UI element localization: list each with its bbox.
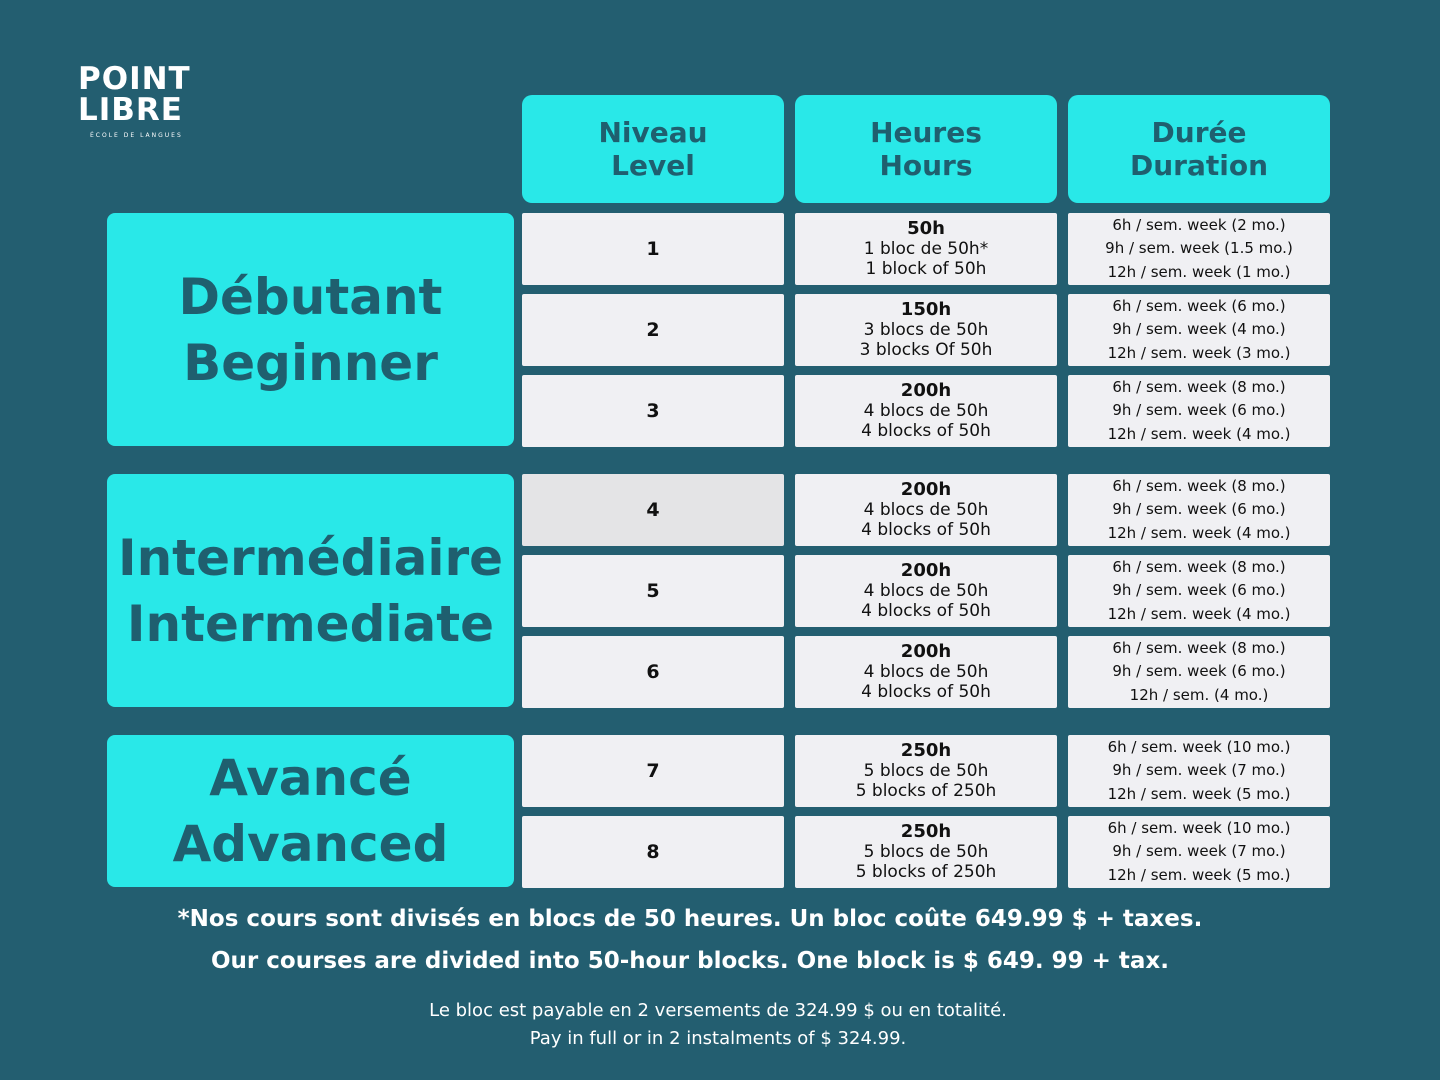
- logo-tagline: ÉCOLE DE LANGUES: [90, 132, 183, 139]
- duration-9h: 9h / sem. week (6 mo.): [1112, 581, 1286, 600]
- hours-fr: 4 blocs de 50h: [863, 662, 989, 682]
- hours-en: 4 blocks of 50h: [861, 421, 991, 441]
- header-level-en: Level: [611, 149, 695, 182]
- header-duration: [1068, 95, 1330, 203]
- duration-9h: 9h / sem. week (6 mo.): [1112, 401, 1286, 420]
- duration-cell: [1068, 474, 1330, 546]
- level-cell: 7: [522, 735, 784, 807]
- hours-fr: 1 bloc de 50h*: [863, 239, 989, 259]
- category-intermediate: [107, 474, 514, 707]
- category-advanced: [107, 735, 514, 887]
- duration-6h: 6h / sem. week (8 mo.): [1112, 476, 1286, 495]
- duration-6h: 6h / sem. week (6 mo.): [1112, 296, 1286, 315]
- header-level-fr: Niveau: [598, 116, 708, 149]
- level-cell: 5: [522, 555, 784, 627]
- duration-9h: 9h / sem. week (6 mo.): [1112, 500, 1286, 519]
- logo: [78, 61, 202, 139]
- duration-cell: [1068, 555, 1330, 627]
- duration-6h: 6h / sem. week (10 mo.): [1107, 737, 1291, 756]
- note-en: Our courses are divided into 50-hour blocks. One block is $ 649. 99 + tax.: [210, 948, 1169, 974]
- hours-cell: [795, 294, 1057, 366]
- duration-9h: 9h / sem. week (6 mo.): [1112, 662, 1286, 681]
- hours-total: 150h: [900, 299, 952, 320]
- hours-en: 1 block of 50h: [865, 259, 987, 279]
- category-beginner-en: Beginner: [183, 333, 438, 392]
- header-duration-en: Duration: [1129, 149, 1269, 182]
- duration-cell: [1068, 294, 1330, 366]
- hours-fr: 5 blocs de 50h: [863, 761, 989, 781]
- category-advanced-fr: Avancé: [209, 749, 412, 807]
- duration-12h: 12h / sem. week (5 mo.): [1107, 865, 1291, 884]
- logo-line2: LIBRE: [78, 92, 183, 128]
- hours-cell: [795, 213, 1057, 285]
- level-cell: 3: [522, 375, 784, 447]
- duration-12h: 12h / sem. week (4 mo.): [1107, 523, 1291, 542]
- hours-total: 250h: [900, 740, 952, 761]
- duration-9h: 9h / sem. week (4 mo.): [1112, 320, 1286, 339]
- category-advanced-en: Advanced: [172, 815, 449, 873]
- hours-total: 200h: [900, 641, 952, 662]
- header-hours: [795, 95, 1057, 203]
- duration-6h: 6h / sem. week (8 mo.): [1112, 377, 1286, 396]
- duration-6h: 6h / sem. week (8 mo.): [1112, 638, 1286, 657]
- hours-cell: [795, 555, 1057, 627]
- duration-9h: 9h / sem. week (7 mo.): [1112, 842, 1286, 861]
- duration-9h: 9h / sem. week (1.5 mo.): [1105, 239, 1293, 258]
- hours-en: 5 blocks of 250h: [855, 781, 997, 801]
- duration-12h: 12h / sem. week (4 mo.): [1107, 604, 1291, 623]
- category-beginner: [107, 213, 514, 446]
- category-intermediate-en: Intermediate: [126, 594, 495, 653]
- duration-cell: [1068, 213, 1330, 285]
- duration-6h: 6h / sem. week (2 mo.): [1112, 215, 1286, 234]
- hours-total: 200h: [900, 560, 952, 581]
- hours-en: 4 blocks of 50h: [861, 682, 991, 702]
- header-level: [522, 95, 784, 203]
- duration-cell: [1068, 375, 1330, 447]
- hours-en: 5 blocks of 250h: [855, 862, 997, 882]
- level-cell: 2: [522, 294, 784, 366]
- level-cell: 4: [522, 474, 784, 546]
- hours-fr: 4 blocs de 50h: [863, 500, 989, 520]
- header-duration-fr: Durée: [1151, 116, 1247, 149]
- hours-total: 200h: [900, 479, 952, 500]
- payment-note-fr: Le bloc est payable en 2 versements de 324.99 $ ou en totalité.: [429, 1000, 1007, 1021]
- hours-fr: 4 blocs de 50h: [863, 401, 989, 421]
- duration-cell: [1068, 816, 1330, 888]
- duration-12h: 12h / sem. week (5 mo.): [1107, 784, 1291, 803]
- duration-6h: 6h / sem. week (10 mo.): [1107, 818, 1291, 837]
- payment-note-en: Pay in full or in 2 instalments of $ 324.99.: [529, 1028, 907, 1049]
- category-beginner-fr: Débutant: [178, 267, 443, 326]
- duration-12h: 12h / sem. week (3 mo.): [1107, 343, 1291, 362]
- level-cell: 6: [522, 636, 784, 708]
- hours-cell: [795, 636, 1057, 708]
- level-cell: 1: [522, 213, 784, 285]
- category-intermediate-fr: Intermédiaire: [117, 528, 504, 587]
- hours-cell: [795, 735, 1057, 807]
- hours-fr: 5 blocs de 50h: [863, 842, 989, 862]
- duration-cell: [1068, 636, 1330, 708]
- hours-cell: [795, 474, 1057, 546]
- note-fr: *Nos cours sont divisés en blocs de 50 heures. Un bloc coûte 649.99 $ + taxes.: [177, 906, 1203, 932]
- hours-en: 4 blocks of 50h: [861, 520, 991, 540]
- hours-cell: [795, 375, 1057, 447]
- hours-fr: 4 blocs de 50h: [863, 581, 989, 601]
- duration-9h: 9h / sem. week (7 mo.): [1112, 761, 1286, 780]
- hours-en: 3 blocks Of 50h: [859, 340, 993, 360]
- level-cell: 8: [522, 816, 784, 888]
- hours-en: 4 blocks of 50h: [861, 601, 991, 621]
- header-hours-fr: Heures: [870, 116, 982, 149]
- hours-fr: 3 blocs de 50h: [863, 320, 989, 340]
- hours-total: 250h: [900, 821, 952, 842]
- duration-6h: 6h / sem. week (8 mo.): [1112, 557, 1286, 576]
- header-hours-en: Hours: [879, 149, 973, 182]
- hours-total: 50h: [907, 218, 945, 239]
- duration-12h: 12h / sem. (4 mo.): [1129, 685, 1269, 704]
- hours-total: 200h: [900, 380, 952, 401]
- logo-line1: POINT: [78, 61, 191, 97]
- hours-cell: [795, 816, 1057, 888]
- duration-12h: 12h / sem. week (4 mo.): [1107, 424, 1291, 443]
- duration-cell: [1068, 735, 1330, 807]
- duration-12h: 12h / sem. week (1 mo.): [1107, 262, 1291, 281]
